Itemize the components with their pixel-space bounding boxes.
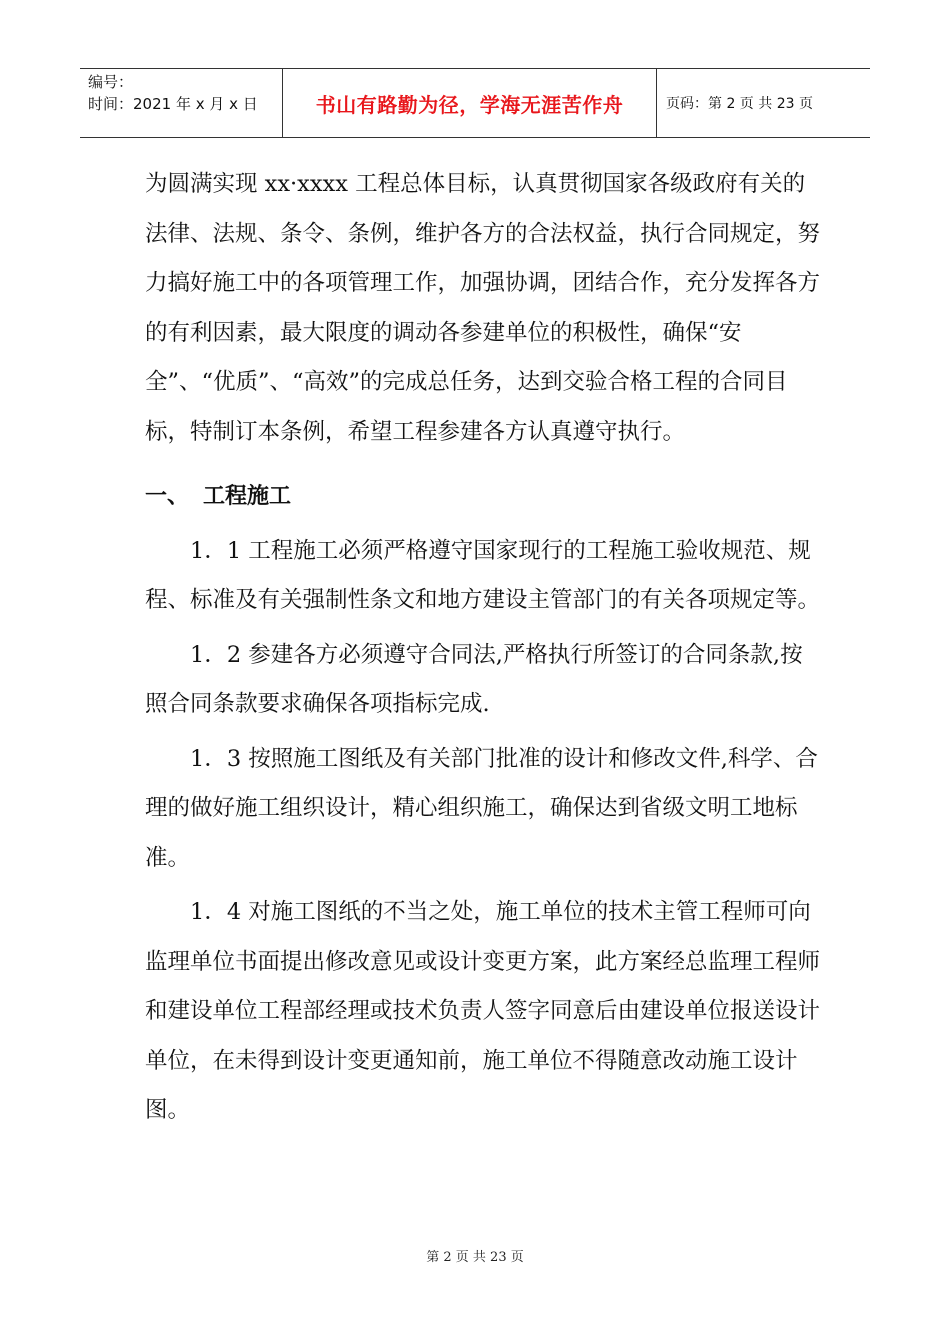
header-meta <box>80 69 282 137</box>
section-number: 一、 <box>145 484 190 509</box>
section-heading <box>145 472 825 522</box>
intro-paragraph: 为圆满实现 xx·xxxx 工程总体目标，认真贯彻国家各级政府有关的法律、法规、条令、条例，维护各方的合法权益，执行合同规定，努力搞好施工中的各项管理工作，加强协调，团结合作，充分发挥各方的有利因素，最大限度的调动各参建单位的积极性，确保“安全”、“优质”、“高效”的完成总任务，达到交验合格工程的合同目标，特制订本条例，希望工程参建各方认真遵守执行。 <box>145 171 821 445</box>
clause-1-3: 1．3 按照施工图纸及有关部门批准的设计和修改文件,科学、合理的做好施工组织设计，精心组织施工，确保达到省级文明工地标准。 <box>145 745 818 871</box>
clause-1-4: 1．4 对施工图纸的不当之处，施工单位的技术主管工程师可向监理单位书面提出修改意见或设计变更方案，此方案经总监理工程师和建设单位工程部经理或技术负责人签字同意后由建设单位报送设计单位，在未得到设计变更通知前，施工单位不得随意改动施工设计图。 <box>145 899 821 1123</box>
document-header <box>80 68 870 138</box>
section-title: 工程施工 <box>203 484 292 509</box>
clause-1-2: 1．2 参建各方必须遵守合同法,严格执行所签订的合同条款,按照合同条款要求确保各项指标完成. <box>145 641 803 717</box>
header-motto-cell <box>282 69 657 137</box>
header-page-info: 页码：第 2 页 共 23 页 <box>666 96 813 112</box>
document-date: 时间：2021 年 x 月 x 日 <box>88 95 258 113</box>
clause-1-1: 1．1 工程施工必须严格遵守国家现行的工程施工验收规范、规程、标准及有关强制性条文和地方建设主管部门的有关各项规定等。 <box>145 537 821 613</box>
document-number-label: 编号： <box>88 73 134 91</box>
document-body <box>145 160 825 1136</box>
header-motto: 书山有路勤为径，学海无涯苦作舟 <box>315 92 624 117</box>
page-footer: 第 2 页 共 23 页 <box>426 1250 524 1265</box>
